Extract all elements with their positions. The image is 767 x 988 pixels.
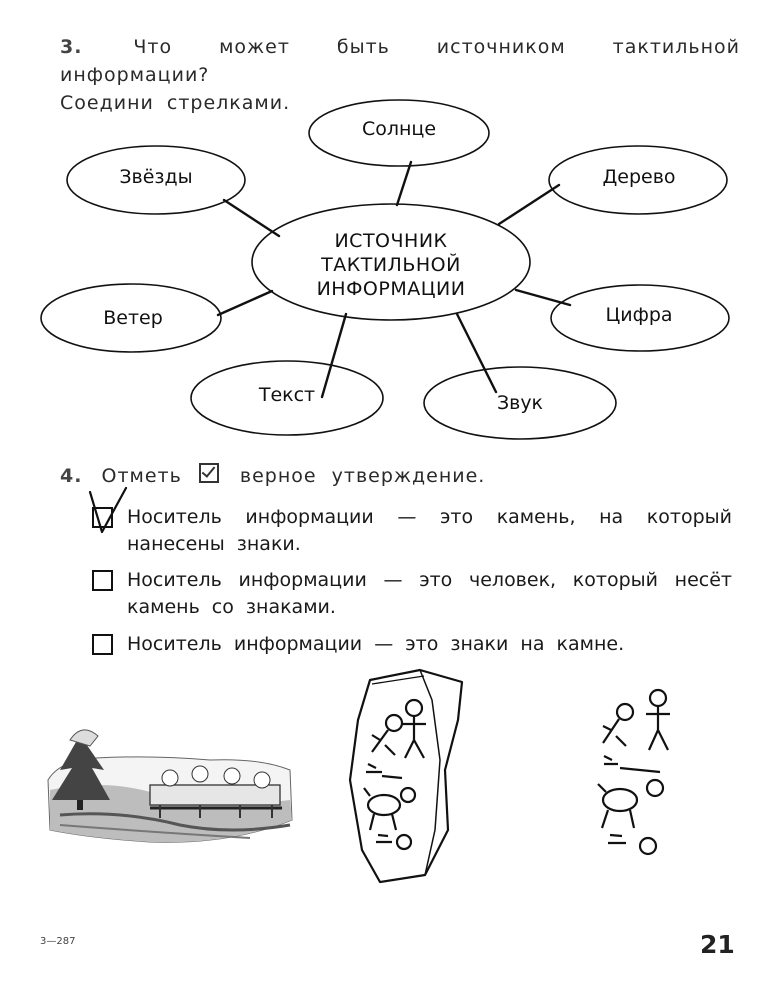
connector-text <box>322 314 346 397</box>
print-code: 3—287 <box>40 936 76 947</box>
task3-question: Что может быть источником тактильной информации? <box>60 36 740 86</box>
task4-instruction-start: Отметь <box>101 465 182 487</box>
option-1[interactable] <box>92 504 732 558</box>
connector-wind <box>218 291 272 315</box>
node-label-text: Текст <box>258 384 316 406</box>
task3-instruction: Соедини стрелками. <box>60 92 291 114</box>
connector-sound <box>457 314 496 392</box>
tactile-source-diagram <box>0 0 767 460</box>
task3-number: 3. <box>60 36 83 58</box>
option-3-checkbox[interactable] <box>92 634 113 655</box>
task4-number: 4. <box>60 465 83 487</box>
center-line-2: ТАКТИЛЬНОЙ <box>321 254 461 276</box>
node-label-digit: Цифра <box>605 304 673 326</box>
option-2-checkbox[interactable] <box>92 570 113 591</box>
illustrations <box>0 660 767 900</box>
connector-tree <box>499 185 559 224</box>
node-label-wind: Ветер <box>103 307 163 329</box>
connector-digit <box>516 290 570 305</box>
option-2[interactable] <box>92 567 732 621</box>
handwritten-check-mark <box>84 484 134 544</box>
connector-sun <box>397 162 411 205</box>
page-number: 21 <box>700 930 735 959</box>
winter-sled-illustration <box>48 730 292 842</box>
connector-stars <box>224 200 279 236</box>
center-line-1: ИСТОЧНИК <box>334 230 448 252</box>
option-2-text: Носитель информации — это человек, который несёт камень со знаками. <box>127 569 732 618</box>
center-line-3: ИНФОРМАЦИИ <box>316 278 466 300</box>
node-label-stars: Звёзды <box>119 166 193 188</box>
node-label-tree: Дерево <box>602 166 676 188</box>
stone-with-signs-illustration <box>350 670 462 882</box>
signs-only-illustration <box>598 690 670 854</box>
node-label-sun: Солнце <box>361 118 437 140</box>
node-label-sound: Звук <box>496 392 544 414</box>
option-1-text: Носитель информации — это камень, на который нанесены знаки. <box>127 506 732 555</box>
option-3-text: Носитель информации — это знаки на камне. <box>127 633 625 655</box>
task4-instruction-end: верное утверждение. <box>239 465 486 487</box>
option-3[interactable] <box>92 631 732 658</box>
checkmark-sample-icon <box>199 463 219 483</box>
